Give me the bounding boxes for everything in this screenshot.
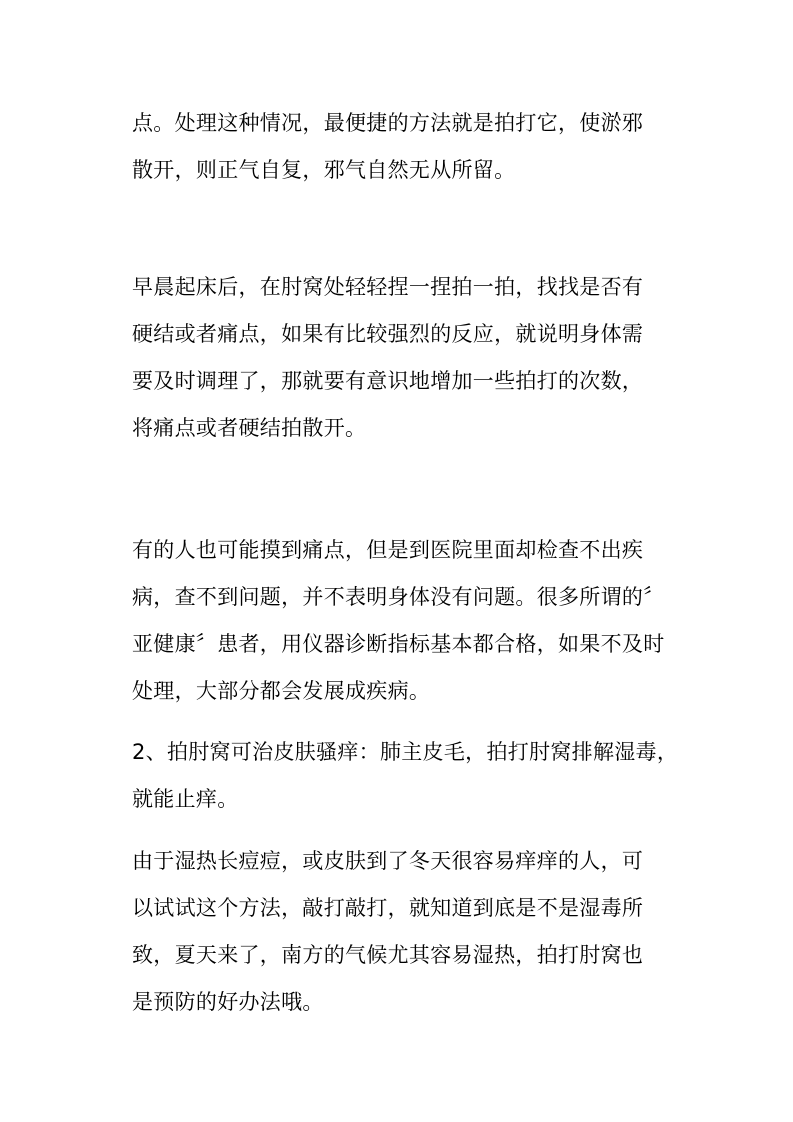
text-line: 处理，大部分都会发展成疾病。 xyxy=(132,679,431,703)
text-line: 早晨起床后，在肘窝处轻轻捏一捏拍一拍，找找是否有 xyxy=(132,275,644,299)
text-line: 以试试这个方法，敲打敲打，就知道到底是不是湿毒所 xyxy=(132,896,644,920)
text-line: 要及时调理了，那就要有意识地增加一些拍打的次数， xyxy=(132,369,644,393)
text-line: 致，夏天来了，南方的气候尤其容易湿热，拍打肘窝也 xyxy=(132,943,644,967)
text-line: 散开，则正气自复，邪气自然无从所留。 xyxy=(132,158,516,182)
text-line: 就能止痒。 xyxy=(132,787,239,811)
text-line: 2、拍肘窝可治皮肤骚痒：肺主皮毛，拍打肘窝排解湿毒， xyxy=(132,740,679,764)
text-line: 硬结或者痛点，如果有比较强烈的反应，就说明身体需 xyxy=(132,322,644,346)
text-line: 有的人也可能摸到痛点，但是到医院里面却检查不出疾 xyxy=(132,538,644,562)
text-line: 病，查不到问题，并不表明身体没有问题。很多所谓的〞 xyxy=(132,585,665,609)
text-line: 点。处理这种情况，最便捷的方法就是拍打它，使淤邪 xyxy=(132,111,644,135)
text-line: 将痛点或者硬结拍散开。 xyxy=(132,416,367,440)
text-line: 由于湿热长痘痘，或皮肤到了冬天很容易痒痒的人，可 xyxy=(132,849,644,873)
text-line: 是预防的好办法哦。 xyxy=(132,990,324,1014)
text-line: 亚健康〞患者，用仪器诊断指标基本都合格，如果不及时 xyxy=(132,632,665,656)
